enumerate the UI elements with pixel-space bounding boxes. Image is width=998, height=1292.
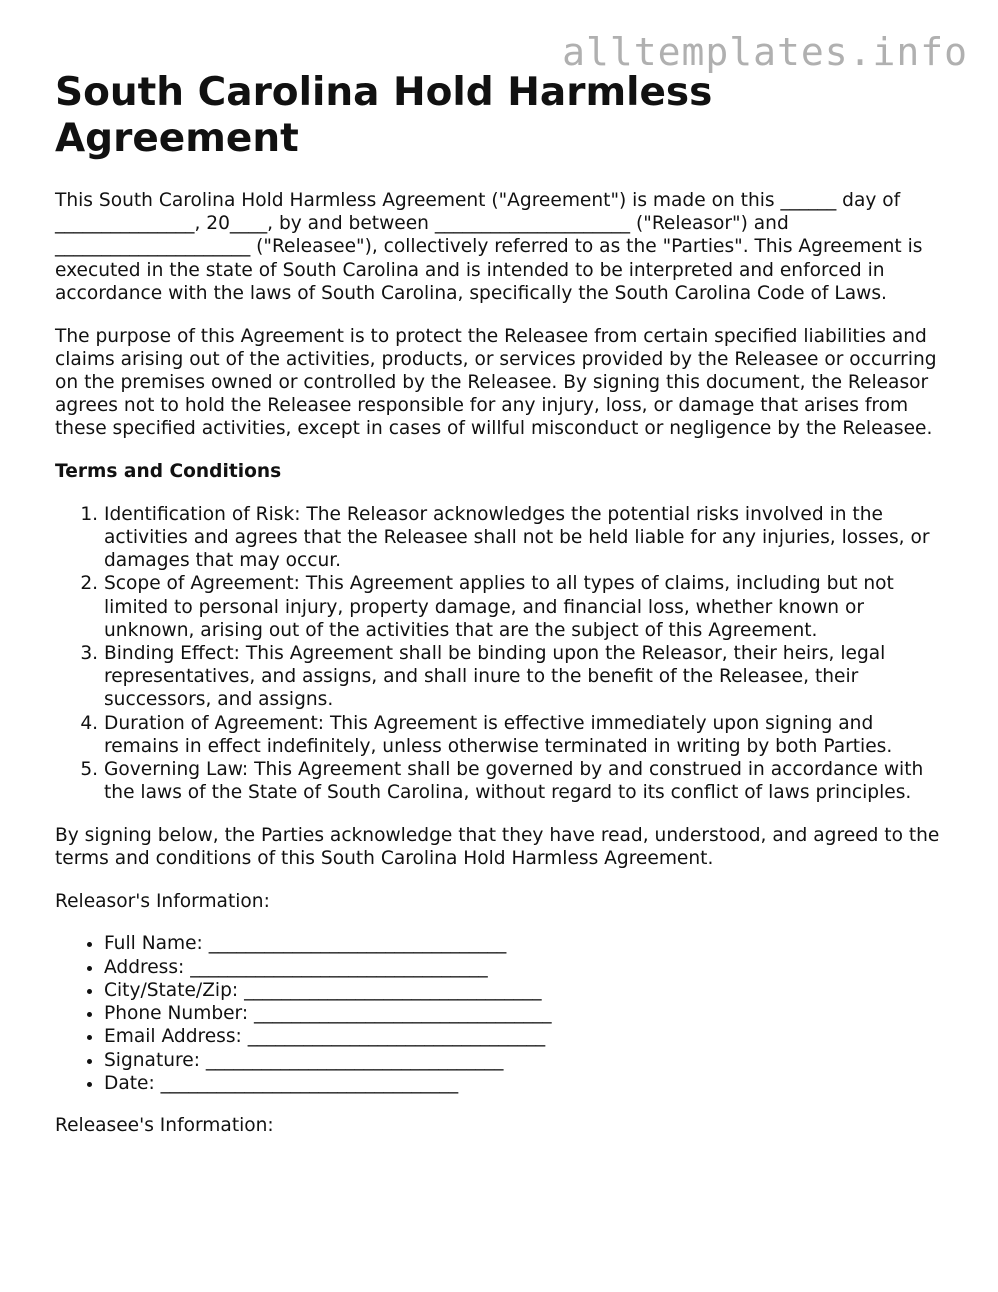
- terms-heading: Terms and Conditions: [55, 461, 282, 483]
- releasor-heading: Releasor's Information:: [55, 890, 270, 912]
- releasor-field-address: • Address: ________________________________: [104, 956, 945, 979]
- terms-list-item: 4. Duration of Agreement: This Agreement is effective immediately upon signing and remains in effect indefinitely, unless otherwise terminated in writing by both Parties.: [104, 712, 945, 758]
- releasor-field-phone: • Phone Number: ________________________________: [104, 1002, 945, 1025]
- releasor-field-full-name: • Full Name: ________________________________: [104, 932, 945, 955]
- watermark: alltemplates.info: [562, 30, 968, 74]
- releasor-fields-list: [55, 932, 945, 1094]
- purpose-paragraph: The purpose of this Agreement is to protect the Releasee from certain specified liabilities and claims arising out of the activities, products, or services provided by the Releasee or occurring on the premises owned or controlled by the Releasee. By signing this document, the Releasor agrees not to hold the Releasee responsible for any injury, loss, or damage that arises from these specified activities, except in cases of willful misconduct or negligence by the Releasee.: [55, 325, 937, 440]
- releasor-field-email: • Email Address: ________________________________: [104, 1025, 945, 1048]
- releasee-heading: Releasee's Information:: [55, 1115, 274, 1137]
- releasor-field-city-state-zip: • City/State/Zip: ________________________________: [104, 979, 945, 1002]
- terms-list-item: 5. Governing Law: This Agreement shall be governed by and construed in accordance with the laws of the State of South Carolina, without regard to its conflict of laws principles.: [104, 758, 945, 804]
- terms-list-item: 2. Scope of Agreement: This Agreement applies to all types of claims, including but not limited to personal injury, property damage, and financial loss, whether known or unknown, arising out of the activities that are the subject of this Agreement.: [104, 572, 945, 642]
- terms-list-item: 3. Binding Effect: This Agreement shall be binding upon the Releasor, their heirs, legal representatives, and assigns, and shall inure to the benefit of the Releasee, their successors, and assigns.: [104, 642, 945, 712]
- terms-list-item: 1. Identification of Risk: The Releasor acknowledges the potential risks involved in the activities and agrees that the Releasee shall not be held liable for any injuries, losses, or damages that may occur.: [104, 503, 945, 573]
- closing-paragraph: By signing below, the Parties acknowledge that they have read, understood, and agreed to the terms and conditions of this South Carolina Hold Harmless Agreement.: [55, 824, 940, 870]
- releasor-field-signature: • Signature: ________________________________: [104, 1049, 945, 1072]
- releasor-field-date: • Date: ________________________________: [104, 1072, 945, 1095]
- intro-paragraph: This South Carolina Hold Harmless Agreement ("Agreement") is made on this ______ day of _______________, 20____, by and between _____________________ ("Releasor") and _____________________ ("Releasee"), collectively referred to as the "Parties". This Agreement is executed in the state of South Carolina and is intended to be interpreted and enforced in accordance with the laws of South Carolina, specifically the South Carolina Code of Laws.: [55, 190, 923, 304]
- document-title: South Carolina Hold Harmless Agreement: [55, 70, 713, 161]
- terms-list: [55, 503, 945, 805]
- document-page: [55, 70, 945, 1157]
